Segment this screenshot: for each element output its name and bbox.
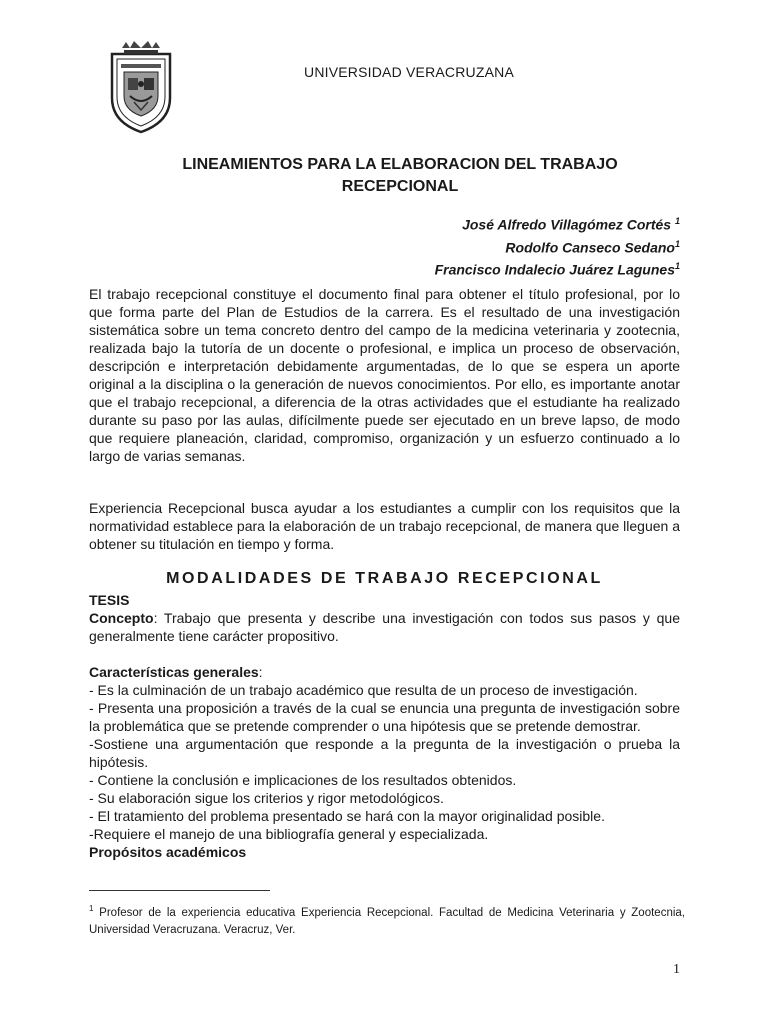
- university-name: UNIVERSIDAD VERACRUZANA: [304, 64, 514, 80]
- page-number: 1: [673, 962, 680, 977]
- section-heading: MODALIDADES DE TRABAJO RECEPCIONAL: [166, 570, 603, 587]
- features-list: [89, 681, 680, 843]
- feature-item: - El tratamiento del problema presentado se hará con la mayor originalidad posible.: [89, 808, 605, 824]
- features-heading: Características generales:: [89, 664, 263, 680]
- thesis-subheading: TESIS: [89, 592, 130, 608]
- feature-item: -Sostiene una argumentación que responde a la pregunta de la investigación o prueba la hipótesis.: [89, 736, 680, 770]
- university-seal-logo: [104, 40, 178, 134]
- feature-item: - Contiene la conclusión e implicaciones de los resultados obtenidos.: [89, 772, 517, 788]
- author: Rodolfo Canseco Sedano$^1$: [505, 238, 680, 256]
- footnote: $^1$ Profesor de la experiencia educativa Experiencia Recepcional. Facultad de Medicina Veterinaria y Zootecnia, Universidad Veracruzana. Veracruz, Ver.: [89, 904, 685, 936]
- footnote-rule: [89, 890, 270, 891]
- author: José Alfredo Villagómez Cortés $^1$: [462, 216, 680, 233]
- concept-paragraph: Concepto: Trabajo que presenta y describe una investigación con todos sus pasos y que generalmente tiene carácter propositivo.: [89, 610, 680, 644]
- intro-paragraph: El trabajo recepcional constituye el documento final para obtener el título profesional, por lo que forma parte del Plan de Estudios de la carrera. Es el resultado de una investigación sistemática sobre un tema concreto dentro del campo de la medicina veterinaria y zootecnia, realizada bajo la tutoría de un docente o profesional, e implica un proceso de observación, descripción e interpretación debidamente argumentadas, de lo que se espera un aporte original a la disciplina o la generación de nuevos conocimientos. Por ello, es importante anotar que el trabajo recepcional, a diferencia de la otras actividades que el estudiante ha realizado durante su paso por las aulas, difícilmente puede ser ejecutado en un breve lapso, de modo que requiere planeación, claridad, compromiso, organización y un esfuerzo continuado a lo largo de varias semanas.: [89, 286, 680, 464]
- feature-item: -Requiere el manejo de una bibliografía general y especializada.: [89, 826, 489, 842]
- purposes-label: Propósitos académicos: [89, 844, 247, 860]
- document-title: [120, 154, 680, 198]
- features-label: Características generales: [89, 664, 259, 680]
- feature-item: - Presenta una proposición a través de la cual se enuncia una pregunta de investigación sobre la problemática que se pretende comprender o una hipótesis que se pretende demostrar.: [89, 700, 680, 734]
- title-line-1: LINEAMIENTOS PARA LA ELABORACION DEL TRABAJO: [182, 156, 618, 173]
- title-line-2: RECEPCIONAL: [341, 178, 459, 195]
- purpose-paragraph: Experiencia Recepcional busca ayudar a los estudiantes a cumplir con los requisitos que la normatividad establece para la elaboración de un trabajo recepcional, de manera que lleguen a obtener su titulación en tiempo y forma.: [89, 500, 680, 552]
- feature-item: - Es la culminación de un trabajo académico que resulta de un proceso de investigación.: [89, 682, 638, 698]
- author: Francisco Indalecio Juárez Lagunes$^1$: [434, 261, 680, 278]
- feature-item: - Su elaboración sigue los criterios y rigor metodológicos.: [89, 790, 444, 806]
- concept-label: Concepto: [89, 610, 154, 626]
- author-list: [435, 212, 680, 280]
- thesis-section: [89, 591, 680, 861]
